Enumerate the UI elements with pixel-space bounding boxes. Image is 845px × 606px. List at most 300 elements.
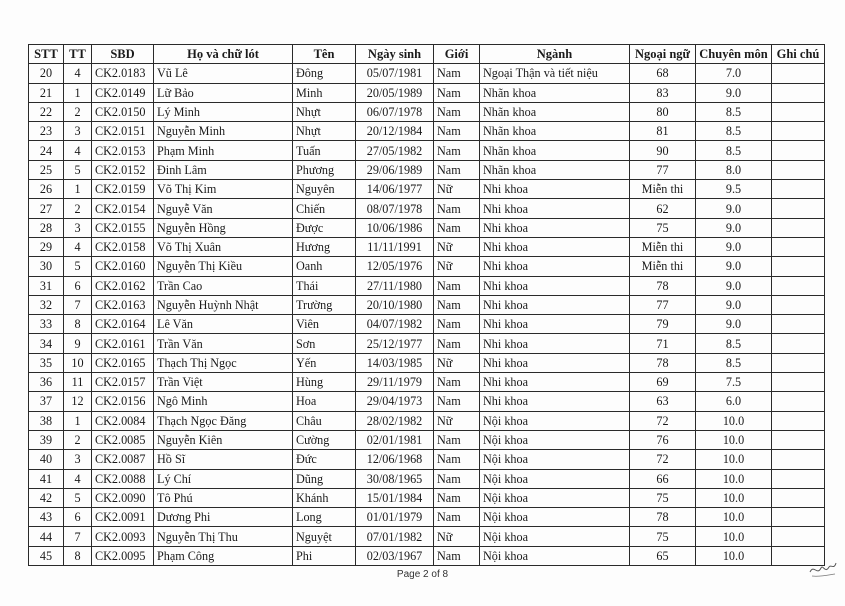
- column-header-stt: STT: [29, 45, 64, 64]
- cell-tt: 5: [64, 488, 92, 507]
- cell-nganh: Nội khoa: [480, 430, 630, 449]
- cell-stt: 45: [29, 546, 64, 565]
- cell-sbd: CK2.0093: [92, 527, 154, 546]
- cell-gioi: Nam: [434, 141, 480, 160]
- cell-stt: 22: [29, 102, 64, 121]
- cell-tt: 3: [64, 122, 92, 141]
- cell-ho-va-chu-lot: Trần Cao: [154, 276, 293, 295]
- table-row: [29, 527, 825, 546]
- cell-ngay-sinh: 29/06/1989: [356, 160, 434, 179]
- cell-nganh: Nhi khoa: [480, 199, 630, 218]
- cell-nganh: Nhi khoa: [480, 353, 630, 372]
- cell-ten: Trường: [293, 295, 356, 314]
- cell-ngay-sinh: 27/05/1982: [356, 141, 434, 160]
- cell-ngay-sinh: 02/01/1981: [356, 430, 434, 449]
- cell-stt: 44: [29, 527, 64, 546]
- cell-tt: 6: [64, 276, 92, 295]
- cell-sbd: CK2.0159: [92, 180, 154, 199]
- cell-sbd: CK2.0085: [92, 430, 154, 449]
- cell-tt: 4: [64, 237, 92, 256]
- cell-ghi-chu: [772, 450, 825, 469]
- cell-chuyen-mon: 10.0: [696, 469, 772, 488]
- cell-stt: 30: [29, 257, 64, 276]
- table-row: [29, 64, 825, 83]
- cell-nganh: Nhãn khoa: [480, 83, 630, 102]
- cell-ten: Minh: [293, 83, 356, 102]
- cell-tt: 4: [64, 469, 92, 488]
- table-row: [29, 141, 825, 160]
- table-row: [29, 469, 825, 488]
- cell-ten: Tuấn: [293, 141, 356, 160]
- cell-chuyen-mon: 9.0: [696, 199, 772, 218]
- cell-tt: 8: [64, 546, 92, 565]
- cell-ngoai-ngu: 63: [630, 392, 696, 411]
- cell-ten: Đông: [293, 64, 356, 83]
- cell-ten: Nhựt: [293, 102, 356, 121]
- cell-ten: Cường: [293, 430, 356, 449]
- cell-ho-va-chu-lot: Nguyễn Minh: [154, 122, 293, 141]
- cell-ngay-sinh: 02/03/1967: [356, 546, 434, 565]
- cell-ngoai-ngu: 76: [630, 430, 696, 449]
- cell-ngoai-ngu: 77: [630, 160, 696, 179]
- table-row: [29, 488, 825, 507]
- cell-sbd: CK2.0164: [92, 315, 154, 334]
- cell-sbd: CK2.0152: [92, 160, 154, 179]
- cell-ten: Sơn: [293, 334, 356, 353]
- cell-nganh: Nhi khoa: [480, 180, 630, 199]
- table-row: [29, 508, 825, 527]
- column-header-ngoai-ngu: Ngoại ngữ: [630, 45, 696, 64]
- cell-ghi-chu: [772, 257, 825, 276]
- cell-sbd: CK2.0090: [92, 488, 154, 507]
- cell-ten: Phi: [293, 546, 356, 565]
- cell-ngoai-ngu: 65: [630, 546, 696, 565]
- cell-gioi: Nam: [434, 276, 480, 295]
- cell-gioi: Nam: [434, 430, 480, 449]
- cell-ngay-sinh: 14/06/1977: [356, 180, 434, 199]
- cell-ho-va-chu-lot: Thạch Thị Ngọc: [154, 353, 293, 372]
- cell-ghi-chu: [772, 199, 825, 218]
- cell-ho-va-chu-lot: Dương Phi: [154, 508, 293, 527]
- cell-ngoai-ngu: 68: [630, 64, 696, 83]
- cell-tt: 5: [64, 257, 92, 276]
- cell-gioi: Nữ: [434, 237, 480, 256]
- cell-ghi-chu: [772, 488, 825, 507]
- cell-nganh: Ngoại Thận và tiết niệu: [480, 64, 630, 83]
- cell-sbd: CK2.0157: [92, 373, 154, 392]
- cell-ho-va-chu-lot: Trần Việt: [154, 373, 293, 392]
- table-row: [29, 392, 825, 411]
- cell-ten: Hương: [293, 237, 356, 256]
- cell-gioi: Nam: [434, 295, 480, 314]
- cell-gioi: Nam: [434, 122, 480, 141]
- cell-sbd: CK2.0151: [92, 122, 154, 141]
- cell-stt: 24: [29, 141, 64, 160]
- table-row: [29, 218, 825, 237]
- page-footer: Page 2 of 8: [396, 569, 449, 580]
- cell-gioi: Nam: [434, 450, 480, 469]
- cell-chuyen-mon: 8.5: [696, 141, 772, 160]
- cell-gioi: Nam: [434, 102, 480, 121]
- cell-ngay-sinh: 10/06/1986: [356, 218, 434, 237]
- cell-ngay-sinh: 25/12/1977: [356, 334, 434, 353]
- table-row: [29, 334, 825, 353]
- cell-ten: Khánh: [293, 488, 356, 507]
- cell-nganh: Nội khoa: [480, 450, 630, 469]
- cell-stt: 41: [29, 469, 64, 488]
- cell-ngay-sinh: 06/07/1978: [356, 102, 434, 121]
- column-header-ho-va-chu-lot: Họ và chữ lót: [154, 45, 293, 64]
- table-row: [29, 160, 825, 179]
- cell-ten: Oanh: [293, 257, 356, 276]
- cell-tt: 6: [64, 508, 92, 527]
- cell-tt: 10: [64, 353, 92, 372]
- cell-stt: 28: [29, 218, 64, 237]
- cell-ngay-sinh: 20/05/1989: [356, 83, 434, 102]
- cell-gioi: Nữ: [434, 353, 480, 372]
- cell-nganh: Nội khoa: [480, 527, 630, 546]
- cell-ten: Thái: [293, 276, 356, 295]
- cell-nganh: Nhi khoa: [480, 218, 630, 237]
- cell-sbd: CK2.0150: [92, 102, 154, 121]
- column-header-gioi: Giới: [434, 45, 480, 64]
- cell-tt: 11: [64, 373, 92, 392]
- cell-sbd: CK2.0163: [92, 295, 154, 314]
- cell-ho-va-chu-lot: Trần Văn: [154, 334, 293, 353]
- cell-ghi-chu: [772, 218, 825, 237]
- cell-nganh: Nhi khoa: [480, 276, 630, 295]
- cell-ghi-chu: [772, 527, 825, 546]
- cell-nganh: Nội khoa: [480, 508, 630, 527]
- cell-stt: 35: [29, 353, 64, 372]
- cell-ngoai-ngu: 78: [630, 276, 696, 295]
- cell-tt: 4: [64, 64, 92, 83]
- cell-ten: Viên: [293, 315, 356, 334]
- cell-stt: 40: [29, 450, 64, 469]
- cell-chuyen-mon: 6.0: [696, 392, 772, 411]
- initials-scribble: [808, 558, 838, 580]
- column-header-nganh: Ngành: [480, 45, 630, 64]
- cell-ten: Hùng: [293, 373, 356, 392]
- cell-ngoai-ngu: 80: [630, 102, 696, 121]
- cell-stt: 26: [29, 180, 64, 199]
- cell-ghi-chu: [772, 411, 825, 430]
- cell-stt: 20: [29, 64, 64, 83]
- cell-tt: 2: [64, 430, 92, 449]
- cell-ten: Châu: [293, 411, 356, 430]
- cell-ten: Yến: [293, 353, 356, 372]
- cell-sbd: CK2.0158: [92, 237, 154, 256]
- cell-sbd: CK2.0084: [92, 411, 154, 430]
- column-header-chuyen-mon: Chuyên môn: [696, 45, 772, 64]
- cell-chuyen-mon: 9.0: [696, 237, 772, 256]
- cell-chuyen-mon: 9.0: [696, 257, 772, 276]
- cell-ho-va-chu-lot: Đinh Lâm: [154, 160, 293, 179]
- cell-sbd: CK2.0154: [92, 199, 154, 218]
- cell-nganh: Nhi khoa: [480, 373, 630, 392]
- column-header-tt: TT: [64, 45, 92, 64]
- cell-chuyen-mon: 10.0: [696, 546, 772, 565]
- cell-chuyen-mon: 10.0: [696, 411, 772, 430]
- table-row: [29, 295, 825, 314]
- cell-sbd: CK2.0161: [92, 334, 154, 353]
- cell-chuyen-mon: 8.5: [696, 334, 772, 353]
- cell-sbd: CK2.0087: [92, 450, 154, 469]
- column-header-sbd: SBD: [92, 45, 154, 64]
- cell-ten: Nguyệt: [293, 527, 356, 546]
- cell-stt: 39: [29, 430, 64, 449]
- cell-ngoai-ngu: 81: [630, 122, 696, 141]
- cell-gioi: Nam: [434, 508, 480, 527]
- cell-stt: 32: [29, 295, 64, 314]
- cell-ngay-sinh: 08/07/1978: [356, 199, 434, 218]
- cell-nganh: Nhi khoa: [480, 295, 630, 314]
- cell-ten: Dũng: [293, 469, 356, 488]
- cell-sbd: CK2.0088: [92, 469, 154, 488]
- cell-nganh: Nhãn khoa: [480, 160, 630, 179]
- cell-nganh: Nội khoa: [480, 488, 630, 507]
- cell-nganh: Nội khoa: [480, 469, 630, 488]
- cell-ngoai-ngu: 72: [630, 450, 696, 469]
- column-header-ten: Tên: [293, 45, 356, 64]
- cell-stt: 21: [29, 83, 64, 102]
- cell-ho-va-chu-lot: Lý Minh: [154, 102, 293, 121]
- cell-tt: 3: [64, 450, 92, 469]
- cell-tt: 1: [64, 83, 92, 102]
- cell-tt: 7: [64, 295, 92, 314]
- cell-gioi: Nam: [434, 83, 480, 102]
- cell-ho-va-chu-lot: Hồ Sĩ: [154, 450, 293, 469]
- table-row: [29, 276, 825, 295]
- table-row: [29, 257, 825, 276]
- column-header-ghi-chu: Ghi chú: [772, 45, 825, 64]
- cell-tt: 4: [64, 141, 92, 160]
- table-row: [29, 180, 825, 199]
- cell-ngay-sinh: 20/12/1984: [356, 122, 434, 141]
- cell-ngoai-ngu: 75: [630, 218, 696, 237]
- cell-ghi-chu: [772, 141, 825, 160]
- cell-ho-va-chu-lot: Tô Phú: [154, 488, 293, 507]
- cell-ngay-sinh: 12/06/1968: [356, 450, 434, 469]
- cell-tt: 3: [64, 218, 92, 237]
- cell-chuyen-mon: 10.0: [696, 450, 772, 469]
- cell-stt: 29: [29, 237, 64, 256]
- cell-ghi-chu: [772, 315, 825, 334]
- results-table-container: [28, 44, 825, 566]
- cell-sbd: CK2.0155: [92, 218, 154, 237]
- cell-ho-va-chu-lot: Vũ Lê: [154, 64, 293, 83]
- cell-chuyen-mon: 8.0: [696, 160, 772, 179]
- cell-nganh: Nội khoa: [480, 546, 630, 565]
- cell-chuyen-mon: 9.0: [696, 83, 772, 102]
- table-header-row: [29, 45, 825, 64]
- cell-chuyen-mon: 7.0: [696, 64, 772, 83]
- cell-sbd: CK2.0091: [92, 508, 154, 527]
- cell-ngay-sinh: 27/11/1980: [356, 276, 434, 295]
- cell-nganh: Nhãn khoa: [480, 102, 630, 121]
- table-row: [29, 411, 825, 430]
- cell-gioi: Nữ: [434, 257, 480, 276]
- table-row: [29, 546, 825, 565]
- cell-ngay-sinh: 15/01/1984: [356, 488, 434, 507]
- cell-stt: 38: [29, 411, 64, 430]
- cell-ngay-sinh: 07/01/1982: [356, 527, 434, 546]
- cell-gioi: Nữ: [434, 411, 480, 430]
- cell-ngoai-ngu: Miễn thi: [630, 180, 696, 199]
- cell-chuyen-mon: 8.5: [696, 353, 772, 372]
- cell-ngoai-ngu: 78: [630, 508, 696, 527]
- cell-ngay-sinh: 14/03/1985: [356, 353, 434, 372]
- cell-ho-va-chu-lot: Thạch Ngọc Đăng: [154, 411, 293, 430]
- cell-nganh: Nhãn khoa: [480, 122, 630, 141]
- cell-ghi-chu: [772, 508, 825, 527]
- cell-ngay-sinh: 01/01/1979: [356, 508, 434, 527]
- cell-sbd: CK2.0160: [92, 257, 154, 276]
- cell-gioi: Nam: [434, 315, 480, 334]
- cell-ngoai-ngu: Miễn thi: [630, 237, 696, 256]
- cell-ngoai-ngu: 75: [630, 488, 696, 507]
- cell-nganh: Nhi khoa: [480, 315, 630, 334]
- cell-chuyen-mon: 9.5: [696, 180, 772, 199]
- cell-ngoai-ngu: Miễn thi: [630, 257, 696, 276]
- cell-chuyen-mon: 8.5: [696, 122, 772, 141]
- cell-sbd: CK2.0153: [92, 141, 154, 160]
- cell-ghi-chu: [772, 237, 825, 256]
- cell-ghi-chu: [772, 469, 825, 488]
- cell-ho-va-chu-lot: Ngô Minh: [154, 392, 293, 411]
- table-row: [29, 430, 825, 449]
- cell-chuyen-mon: 9.0: [696, 295, 772, 314]
- table-row: [29, 102, 825, 121]
- cell-sbd: CK2.0156: [92, 392, 154, 411]
- cell-tt: 2: [64, 102, 92, 121]
- table-row: [29, 353, 825, 372]
- cell-ho-va-chu-lot: Nguyễn Thị Kiều: [154, 257, 293, 276]
- cell-ngoai-ngu: 75: [630, 527, 696, 546]
- cell-ho-va-chu-lot: Nguyễn Kiên: [154, 430, 293, 449]
- cell-chuyen-mon: 7.5: [696, 373, 772, 392]
- cell-gioi: Nam: [434, 160, 480, 179]
- cell-ho-va-chu-lot: Lê Văn: [154, 315, 293, 334]
- cell-tt: 2: [64, 199, 92, 218]
- cell-nganh: Nhãn khoa: [480, 141, 630, 160]
- cell-stt: 31: [29, 276, 64, 295]
- cell-ghi-chu: [772, 180, 825, 199]
- cell-ghi-chu: [772, 83, 825, 102]
- cell-ghi-chu: [772, 160, 825, 179]
- cell-chuyen-mon: 9.0: [696, 315, 772, 334]
- cell-chuyen-mon: 10.0: [696, 508, 772, 527]
- cell-stt: 27: [29, 199, 64, 218]
- cell-ngay-sinh: 20/10/1980: [356, 295, 434, 314]
- cell-ten: Long: [293, 508, 356, 527]
- cell-ngoai-ngu: 72: [630, 411, 696, 430]
- cell-nganh: Nội khoa: [480, 411, 630, 430]
- cell-tt: 5: [64, 160, 92, 179]
- cell-ngoai-ngu: 69: [630, 373, 696, 392]
- table-row: [29, 122, 825, 141]
- cell-nganh: Nhi khoa: [480, 257, 630, 276]
- cell-ten: Đức: [293, 450, 356, 469]
- cell-ngay-sinh: 04/07/1982: [356, 315, 434, 334]
- cell-ngay-sinh: 11/11/1991: [356, 237, 434, 256]
- cell-tt: 1: [64, 411, 92, 430]
- cell-gioi: Nữ: [434, 527, 480, 546]
- cell-tt: 12: [64, 392, 92, 411]
- cell-sbd: CK2.0095: [92, 546, 154, 565]
- cell-ghi-chu: [772, 373, 825, 392]
- cell-chuyen-mon: 8.5: [696, 102, 772, 121]
- cell-chuyen-mon: 9.0: [696, 218, 772, 237]
- table-row: [29, 199, 825, 218]
- cell-nganh: Nhi khoa: [480, 334, 630, 353]
- cell-ho-va-chu-lot: Lý Chí: [154, 469, 293, 488]
- cell-gioi: Nam: [434, 373, 480, 392]
- cell-ngoai-ngu: 83: [630, 83, 696, 102]
- cell-ten: Chiến: [293, 199, 356, 218]
- cell-ngoai-ngu: 90: [630, 141, 696, 160]
- cell-ghi-chu: [772, 276, 825, 295]
- table-row: [29, 83, 825, 102]
- cell-nganh: Nhi khoa: [480, 392, 630, 411]
- table-row: [29, 373, 825, 392]
- cell-ho-va-chu-lot: Nguyễn Thị Thu: [154, 527, 293, 546]
- cell-gioi: Nữ: [434, 180, 480, 199]
- cell-stt: 33: [29, 315, 64, 334]
- cell-ngoai-ngu: 71: [630, 334, 696, 353]
- cell-ngoai-ngu: 66: [630, 469, 696, 488]
- cell-stt: 43: [29, 508, 64, 527]
- cell-ho-va-chu-lot: Nguyễ Văn: [154, 199, 293, 218]
- cell-ho-va-chu-lot: Phạm Minh: [154, 141, 293, 160]
- cell-ten: Hoa: [293, 392, 356, 411]
- cell-sbd: CK2.0149: [92, 83, 154, 102]
- cell-ngoai-ngu: 62: [630, 199, 696, 218]
- cell-gioi: Nam: [434, 199, 480, 218]
- cell-gioi: Nam: [434, 392, 480, 411]
- cell-ghi-chu: [772, 353, 825, 372]
- cell-chuyen-mon: 10.0: [696, 430, 772, 449]
- cell-gioi: Nam: [434, 64, 480, 83]
- cell-tt: 1: [64, 180, 92, 199]
- cell-ghi-chu: [772, 430, 825, 449]
- cell-ngay-sinh: 30/08/1965: [356, 469, 434, 488]
- cell-ghi-chu: [772, 122, 825, 141]
- cell-gioi: Nam: [434, 218, 480, 237]
- table-body: [29, 64, 825, 566]
- cell-ghi-chu: [772, 102, 825, 121]
- cell-ten: Phương: [293, 160, 356, 179]
- cell-nganh: Nhi khoa: [480, 237, 630, 256]
- cell-ngay-sinh: 28/02/1982: [356, 411, 434, 430]
- cell-chuyen-mon: 10.0: [696, 527, 772, 546]
- cell-tt: 7: [64, 527, 92, 546]
- column-header-ngay-sinh: Ngày sinh: [356, 45, 434, 64]
- cell-ngay-sinh: 29/04/1973: [356, 392, 434, 411]
- cell-ten: Được: [293, 218, 356, 237]
- cell-sbd: CK2.0165: [92, 353, 154, 372]
- cell-ghi-chu: [772, 64, 825, 83]
- cell-ho-va-chu-lot: Võ Thị Kim: [154, 180, 293, 199]
- table-row: [29, 450, 825, 469]
- table-row: [29, 315, 825, 334]
- cell-ngay-sinh: 29/11/1979: [356, 373, 434, 392]
- cell-ho-va-chu-lot: Võ Thị Xuân: [154, 237, 293, 256]
- cell-ho-va-chu-lot: Lữ Bảo: [154, 83, 293, 102]
- cell-tt: 8: [64, 315, 92, 334]
- cell-chuyen-mon: 10.0: [696, 488, 772, 507]
- cell-stt: 36: [29, 373, 64, 392]
